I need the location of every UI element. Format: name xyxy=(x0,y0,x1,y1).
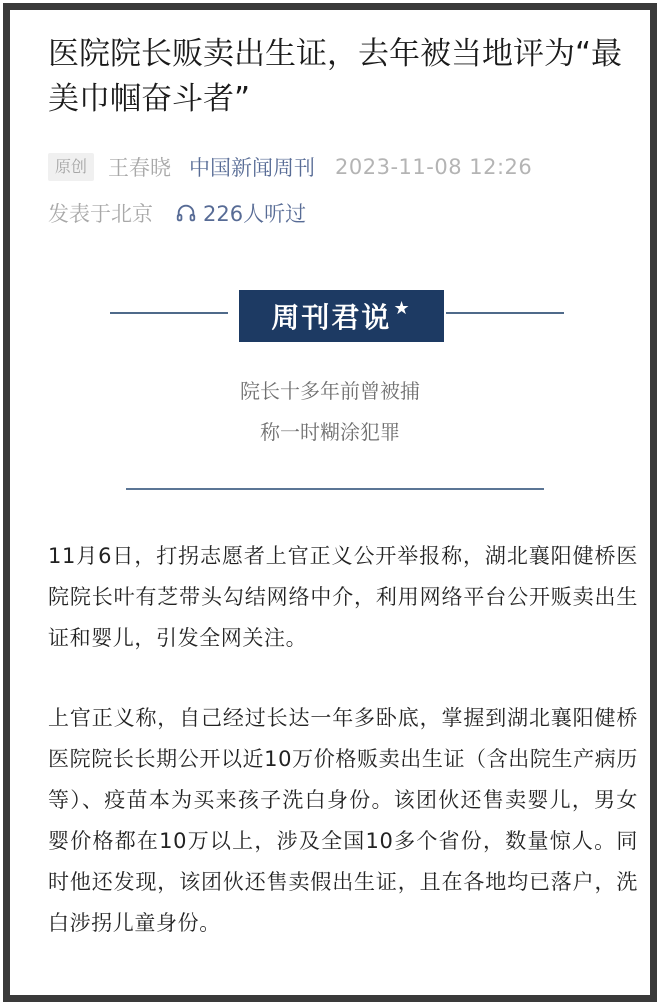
banner-divider-left xyxy=(110,312,228,314)
summary-divider xyxy=(126,488,544,490)
article-title: 医院院长贩卖出生证，去年被当地评为“最美巾帼奋斗者” xyxy=(48,36,623,117)
listen-count: 226人听过 xyxy=(203,202,307,226)
original-tag: 原创 xyxy=(48,153,94,181)
article-meta xyxy=(48,151,532,183)
section-banner xyxy=(239,290,444,342)
summary-line-1: 院长十多年前曾被捕 xyxy=(240,379,420,403)
publish-location: 发表于北京 xyxy=(48,202,153,226)
article-meta-secondary xyxy=(48,196,306,230)
star-icon: ★ xyxy=(393,297,412,319)
article-frame xyxy=(3,3,657,1002)
account-name-link[interactable]: 中国新闻周刊 xyxy=(189,156,316,180)
summary-line-2: 称一时糊涂犯罪 xyxy=(260,420,400,444)
banner-divider-right xyxy=(446,312,564,314)
body-paragraph: 11月6日，打拐志愿者上官正义公开举报称，湖北襄阳健桥医院院长叶有芝带头勾结网络中介，利用网络平台公开贩卖出生证和婴儿，引发全网关注。 xyxy=(48,544,638,650)
body-paragraph: 上官正义称，自己经过长达一年多卧底，掌握到湖北襄阳健桥医院院长长期公开以近10万价格贩卖出生证（含出院生产病历等）、疫苗本为买来孩子洗白身份。该团伙还售卖婴儿，男女婴价格都在10万以上，涉及全国10多个省份，数量惊人。同时他还发现，该团伙还售卖假出生证，且在各地均已落户，洗白涉拐儿童身份。 xyxy=(48,706,638,935)
author-name[interactable]: 王春晓 xyxy=(108,156,172,180)
listen-button[interactable] xyxy=(175,198,306,228)
banner-label: 周刊君说 xyxy=(271,301,392,334)
headphones-icon xyxy=(175,202,197,224)
publish-datetime: 2023-11-08 12:26 xyxy=(335,155,533,179)
